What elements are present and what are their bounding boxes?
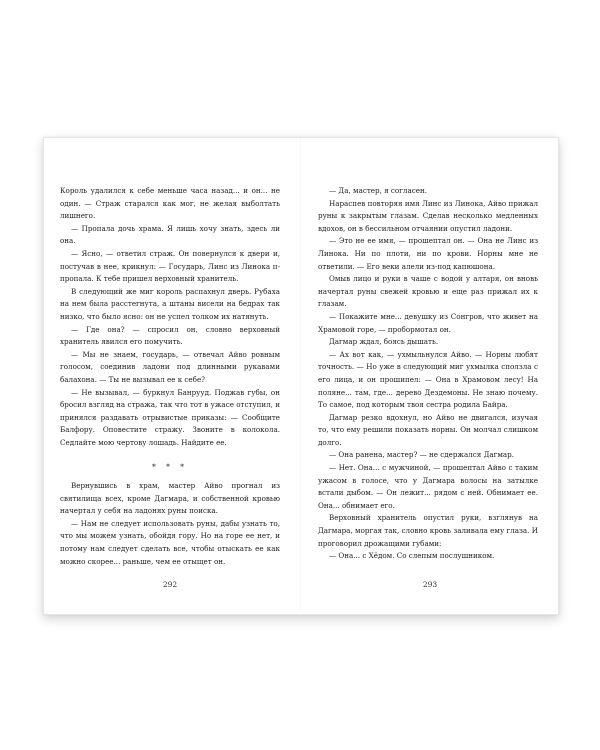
paragraph: — Она ранена, мастер? — не сдержался Дагмар. (329, 450, 515, 460)
paragraph: — Пропала дочь храма. Я лишь хочу знать, здесь ли она. (60, 223, 280, 246)
paragraph: — Ясно, — ответил страж. Он повернулся к двери и, постучав в нее, крикнул: — Государь, Линс из Линока п-пропала. К тебе пришел верховный хранитель. (60, 248, 280, 284)
paragraph: — Мы не знаем, государь, — отвечал Айво ровным голосом, соединив ладони под длинными рукавами балахона. — Ты не вызывал ее к себе? (60, 349, 280, 384)
paragraph: — Покажите мне... девушку из Сонгров, что живет на Храмовой горе, — пробормотал он. (318, 311, 538, 334)
paragraph: — Нам не следует использовать руны, дабы узнать то, что мы можем узнать, обойдя гору. Но на горе ее нет, и потому нам следует сделать все, чтобы отыскать ее как можно скорее... раньше, чем ее отыщет он. (60, 518, 280, 566)
page-number-left: 292 (162, 580, 178, 589)
paragraph: Верховный хранитель опустил руки, взглянув на Дагмара, моргая так, словно кровь заливала ему глаза. И проговорил дрожащими губами: (318, 513, 538, 548)
paragraph: — Ах вот как, — ухмыльнулся Айво. — Норны любят точность. — Но уже в следующий миг ухмылка сползла с его лица, и он прошипел: — Она в Храмовом лесу! На поляне... там, где... дерево Дездемоны. Не знаю почему. То самое, под которым твоя сестра родила Байра. (318, 349, 538, 410)
page-number-right: 293 (422, 580, 438, 589)
book-gutter (300, 137, 301, 613)
paragraph: В следующий же миг король распахнул дверь. Рубаха на нем была расстегнута, а штаны висели на бедрах так низко, что было ясно: он не успел толком их натянуть. (60, 286, 280, 321)
paragraph: Вернувшись в храм, мастер Айво прогнал из святилища всех, кроме Дагмара, и собственной кровью начертал у себя на ладонях руны поиска. (60, 481, 280, 516)
paragraph: — Это не ее имя, — прошептал он. — Она не Линс из Линока. Ни по плоти, ни по крови. Норны мне не ответили. — Его веки алели из-под капюшона. (318, 236, 538, 271)
paragraph: — Нет. Она... с мужчиной, — прошептал Айво с таким ужасом в голосе, что у Дагмара волосы на затылке встали дыбом. — Он лежит... рядом с ней. Обнимает ее. Она... обнимает его. (318, 463, 538, 510)
paragraph: Дагмар резко вдохнул, но Айво не двигался, изучая то, что ему решили показать норны. Он молчал слишком долго. (318, 412, 538, 447)
paragraph: Омыв лицо и руки в чаше с водой у алтаря, он вновь начертал руны свежей кровью и еще раз прижал их к глазам. (318, 274, 538, 309)
paragraph: — Не вызывал, — буркнул Банрууд. Поджав губы, он бросил взгляд на стража, так что тот в ужасе отступил, и принялся раздавать отрывистые приказы: — Сообщите Балфору. Оповестите стражу. Звоните в колокола. Седлайте мою чертову лошадь. Найдите ее. (60, 387, 280, 447)
section-separator: * * * (151, 462, 189, 472)
paragraph: — Где она? — спросил он, словно верховный хранитель явился его помучить. (60, 324, 280, 347)
paragraph: Нараспев повторяя имя Линс из Линока, Айво прижал руны к закрытым глазам. Сделав несколько медленных вдохов, он в бессильном отчаянии опустил ладони. (318, 198, 538, 233)
paragraph: — Да, мастер, я согласен. (329, 186, 427, 195)
right-page-text (318, 185, 538, 563)
left-page-text (60, 185, 280, 568)
paragraph: Король удалился к себе меньше часа назад... и он... не один. — Страж старался как мог, не желая выболтать лишнего. (60, 186, 280, 221)
paragraph: — Она... с Хёдом. Со слепым послушником. (329, 551, 495, 561)
paragraph: Дагмар ждал, боясь дышать. (329, 337, 439, 347)
